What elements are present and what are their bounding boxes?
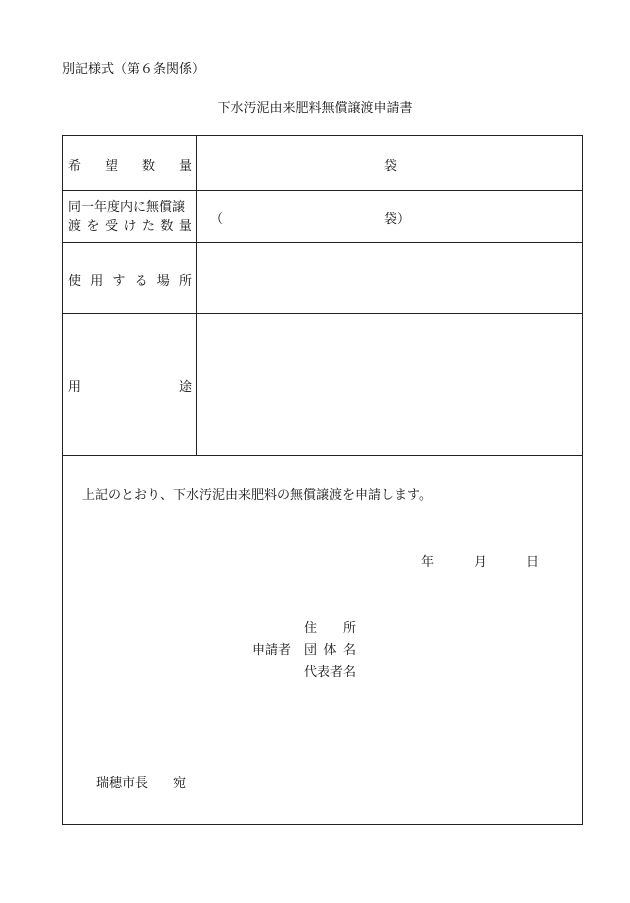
label-char: 団 [304,643,318,658]
label-char: 使 [68,274,82,289]
document-title: 下水汚泥由来肥料無償譲渡申請書 [217,101,413,116]
label-char: 住 [304,621,318,636]
label-char: た [141,219,155,234]
label-char: 名 [342,643,356,658]
label-char: 量 [178,159,192,174]
desired-quantity-unit: 袋 [384,159,398,174]
addressee-suffix: 宛 [173,776,187,791]
organization-name-label [304,639,356,658]
received-quantity-open-paren: （ [210,212,224,227]
label-char: 数 [141,159,155,174]
date-day-label: 日 [526,555,540,570]
purpose-field[interactable] [197,314,582,455]
purpose-label [68,376,192,395]
label-char: 用 [68,380,82,395]
form-frame [62,135,583,825]
label-char: 用 [90,274,104,289]
label-char: 望 [104,159,118,174]
desired-quantity-label [68,155,192,174]
label-char: 数 [160,219,174,234]
received-quantity-field[interactable] [220,194,380,238]
label-char: 体 [323,643,337,658]
label-char: 量 [178,219,192,234]
label-char: 受 [104,219,118,234]
label-char: を [86,219,100,234]
date-year-label: 年 [421,555,435,570]
place-of-use-label [68,270,192,289]
label-char: け [123,219,137,234]
applicant-label: 申請者 [252,643,292,658]
row-divider [62,455,583,456]
label-char: す [112,274,126,289]
place-of-use-field[interactable] [197,243,582,313]
representative-name-label: 代表者名 [304,665,357,680]
label-char: る [134,274,148,289]
label-char: 所 [342,621,356,636]
received-quantity-unit: 袋） [384,212,411,227]
label-char: 渡 [68,219,82,234]
row-divider [62,190,583,191]
label-char: 途 [178,380,192,395]
label-char: 場 [156,274,170,289]
label-line: 同一年度内に無償譲 [68,200,186,215]
address-label [304,617,356,636]
label-char: 所 [178,274,192,289]
label-line [68,217,192,236]
addressee-mayor: 瑞穂市長 [96,776,149,791]
date-month-label: 月 [474,555,488,570]
received-quantity-label [68,198,192,236]
label-char: 希 [68,159,82,174]
form-reference: 別記様式（第６条関係） [62,62,206,77]
desired-quantity-field[interactable] [197,136,582,190]
application-statement: 上記のとおり、下水汚泥由来肥料の無償譲渡を申請します。 [82,488,432,503]
